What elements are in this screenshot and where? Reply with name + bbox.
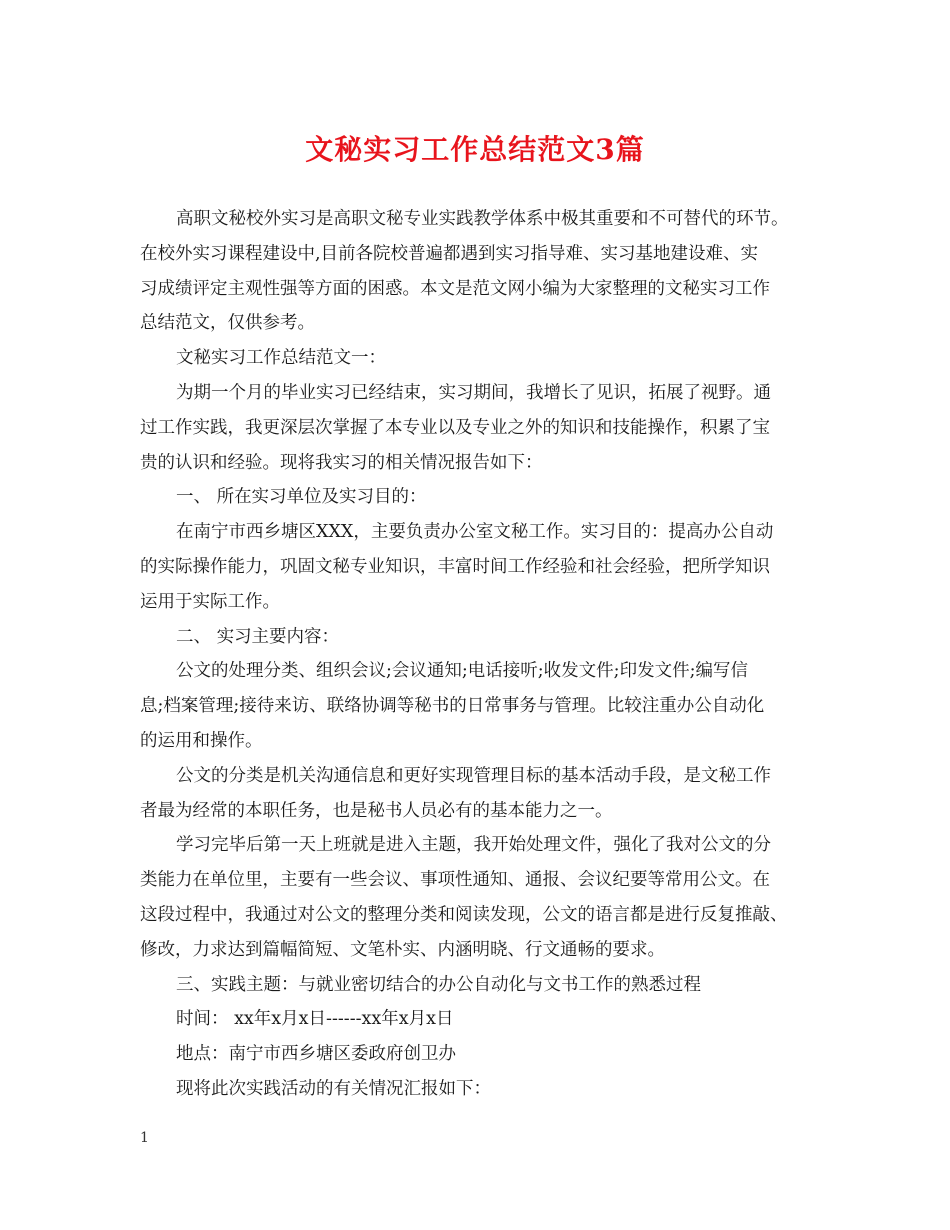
paragraph-line: 总结范文，仅供参考。: [140, 313, 315, 334]
paragraph-line: 公文的分类是机关沟通信息和更好实现管理目标的基本活动手段，是文秘工作: [176, 765, 771, 786]
paragraph-line: 的运用和操作。: [140, 730, 263, 751]
paragraph-line: 习成绩评定主观性强等方面的困惑。本文是范文网小编为大家整理的文秘实习工作: [140, 278, 770, 299]
paragraph-line: 在南宁市西乡塘区XXX，主要负责办公室文秘工作。实习目的：提高办公自动: [176, 522, 774, 543]
paragraph-line: 为期一个月的毕业实习已经结束，实习期间，我增长了见识，拓展了视野。通: [176, 382, 771, 403]
paragraph-line: 修改，力求达到篇幅简短、文笔朴实、内涵明晓、行文通畅的要求。: [140, 939, 665, 960]
section-heading: 三、实践主题：与就业密切结合的办公自动化与文书工作的熟悉过程: [176, 974, 701, 995]
document-title: 文秘实习工作总结范文3篇: [305, 133, 645, 166]
paragraph-line: 者最为经常的本职任务，也是秘书人员必有的基本能力之一。: [140, 800, 613, 821]
paragraph-line: 这段过程中，我通过对公文的整理分类和阅读发现，公文的语言都是进行反复推敲、: [140, 904, 788, 925]
paragraph-line: 现将此次实践活动的有关情况汇报如下：: [176, 1078, 491, 1099]
location-line: 地点：南宁市西乡塘区委政府创卫办: [176, 1044, 456, 1065]
page-number: 1: [140, 1130, 149, 1146]
paragraph-line: 过工作实践，我更深层次掌握了本专业以及专业之外的知识和技能操作，积累了宝: [140, 417, 770, 438]
section-heading: 文秘实习工作总结范文一：: [176, 348, 386, 369]
paragraph-line: 运用于实际工作。: [140, 591, 280, 612]
section-heading: 二、 实习主要内容：: [176, 626, 340, 647]
paragraph-line: 的实际操作能力，巩固文秘专业知识，丰富时间工作经验和社会经验，把所学知识: [140, 556, 770, 577]
document-body: [140, 202, 820, 1107]
time-line: 时间： xx年x月x日------xx年x月x日: [176, 1009, 454, 1030]
paragraph-line: 在校外实习课程建设中,目前各院校普遍都遇到实习指导难、实习基地建设难、实: [140, 243, 759, 264]
paragraph-line: 公文的处理分类、组织会议;会议通知;电话接听;收发文件;印发文件;编写信: [176, 661, 748, 682]
paragraph-line: 学习完毕后第一天上班就是进入主题，我开始处理文件，强化了我对公文的分: [176, 835, 771, 856]
paragraph-line: 贵的认识和经验。现将我实习的相关情况报告如下：: [140, 452, 543, 473]
section-heading: 一、 所在实习单位及实习目的：: [176, 487, 427, 508]
paragraph-line: 高职文秘校外实习是高职文秘专业实践教学体系中极其重要和不可替代的环节。: [176, 209, 789, 229]
paragraph-line: 息;档案管理;接待来访、联络协调等秘书的日常事务与管理。比较注重办公自动化: [140, 696, 765, 717]
paragraph-line: 类能力在单位里，主要有一些会议、事项性通知、通报、会议纪要等常用公文。在: [140, 870, 770, 891]
